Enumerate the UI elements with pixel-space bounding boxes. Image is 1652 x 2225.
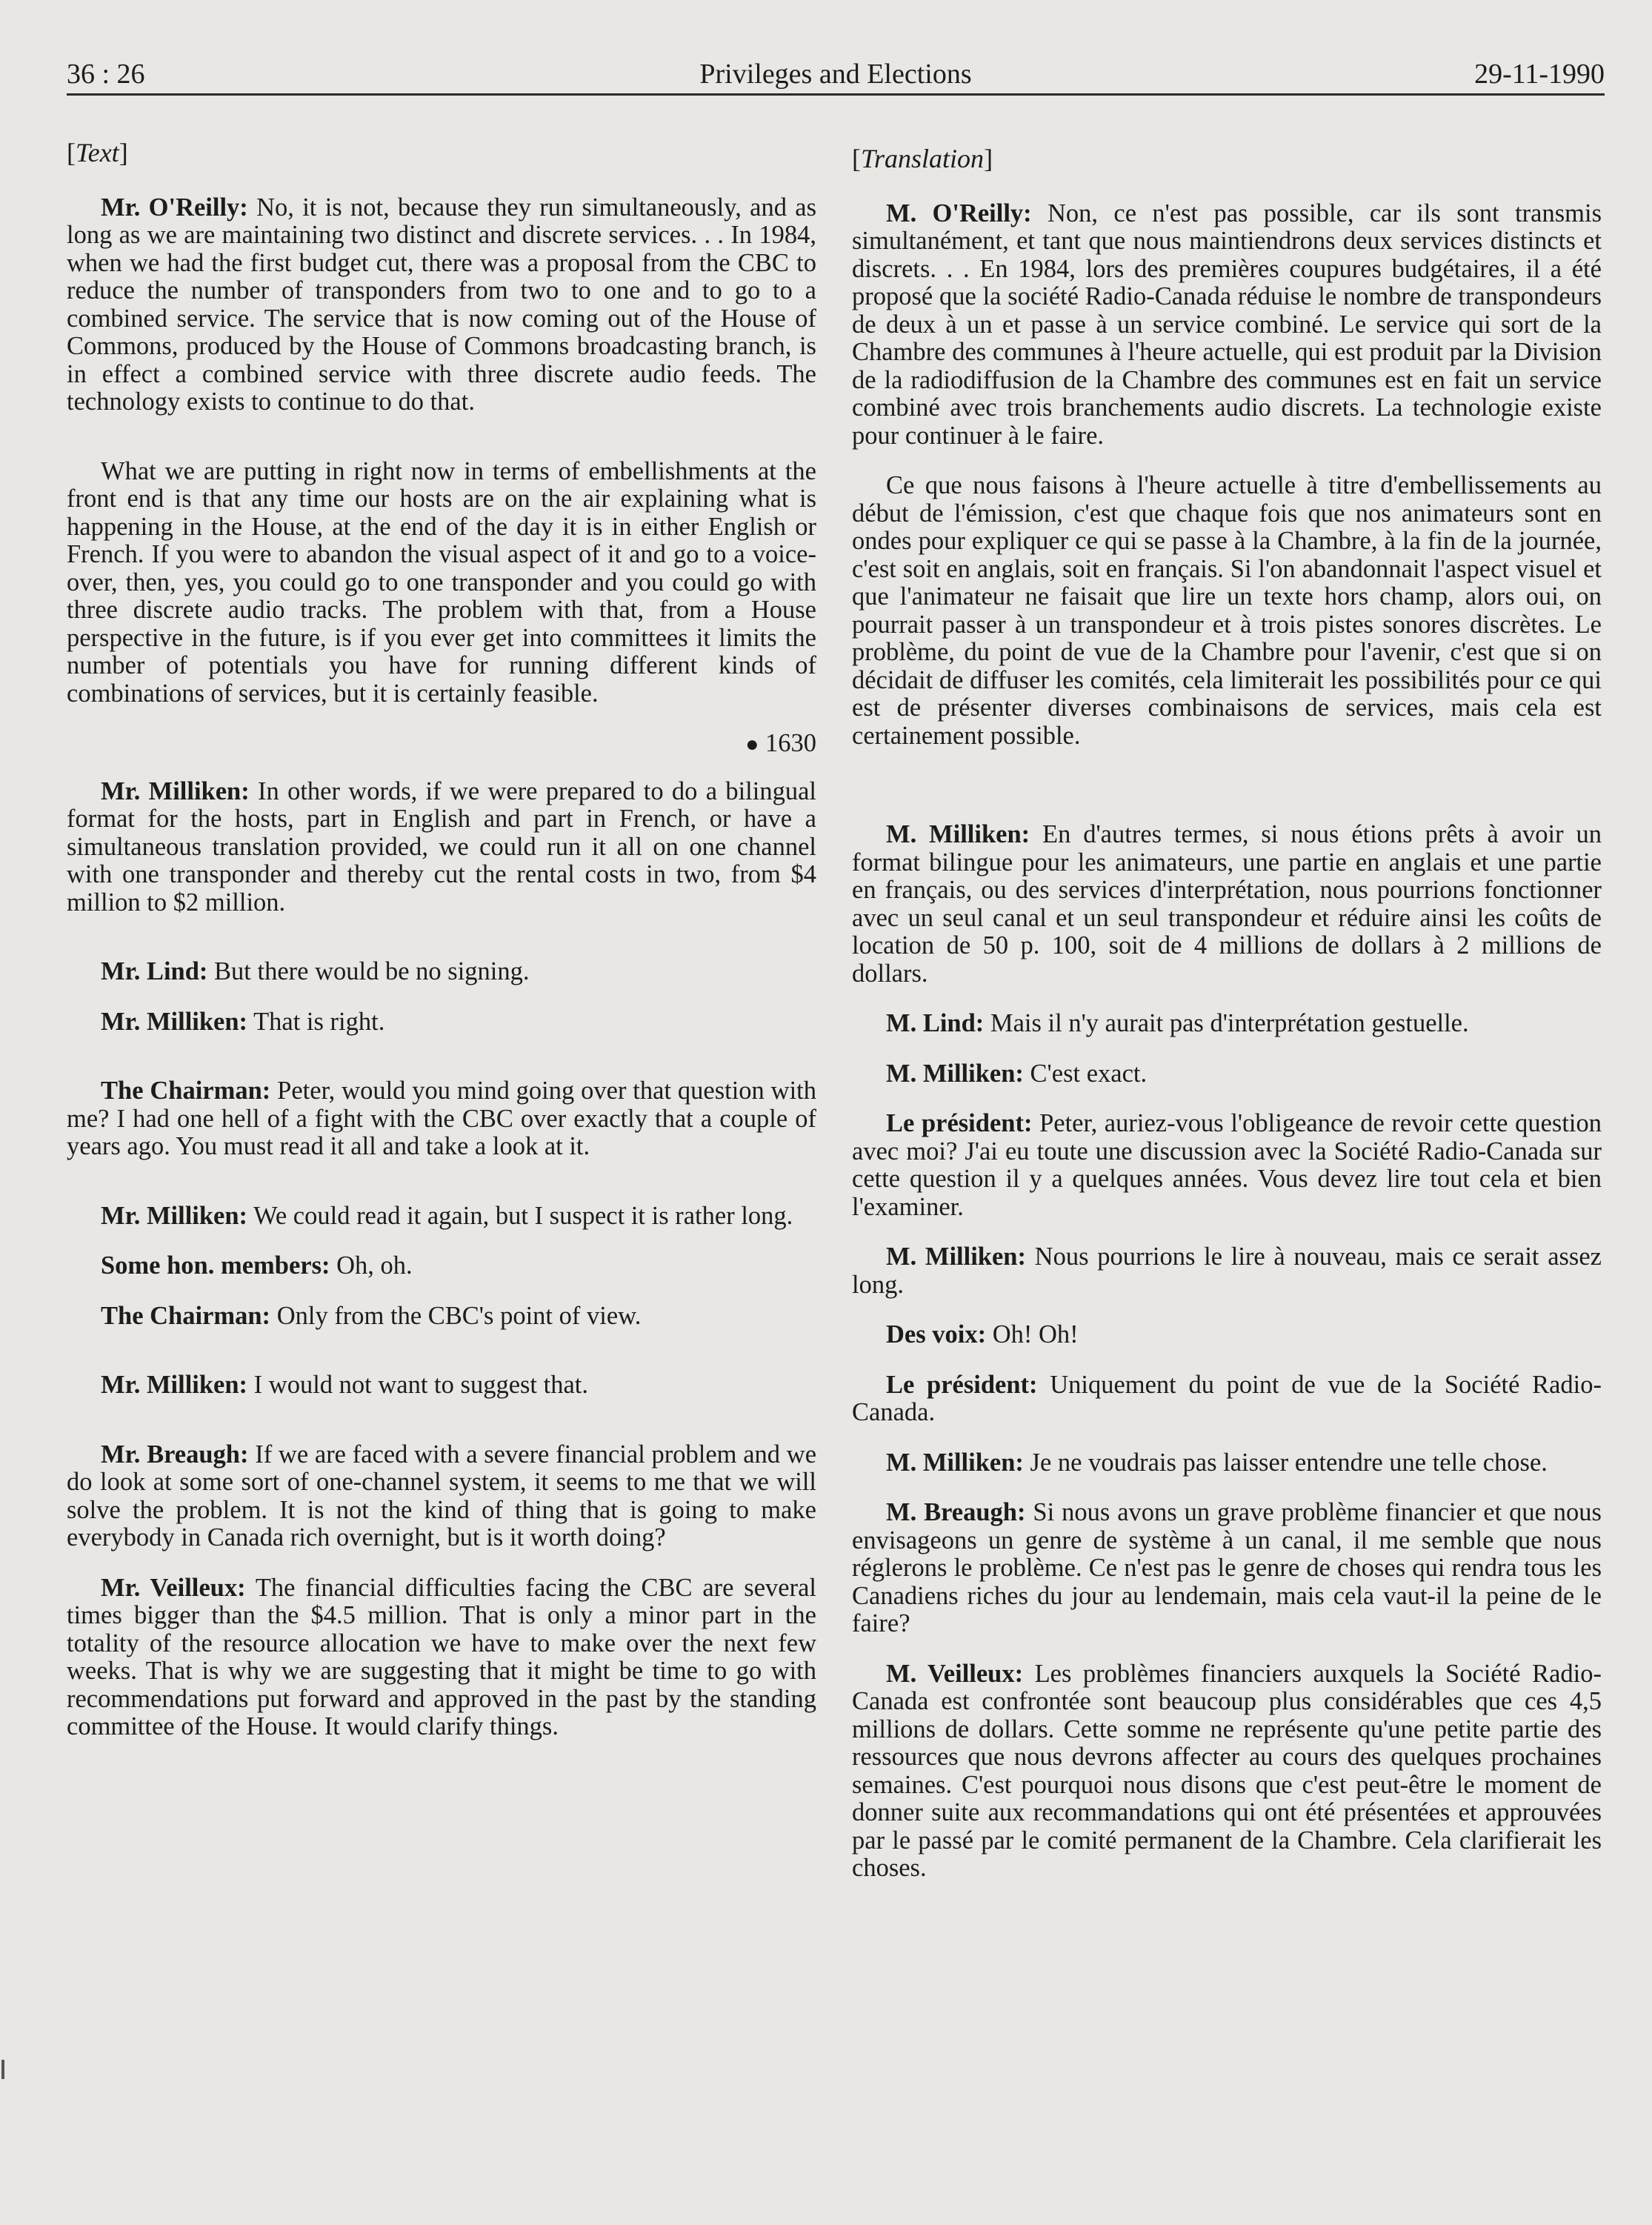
page-number: 36 : 26 (67, 59, 145, 90)
speech-paragraph (67, 958, 816, 986)
publication-title: Privileges and Elections (699, 59, 972, 90)
speech-text: Uniquement du point de vue de la Société Radio-Canada. (852, 1370, 1602, 1426)
speaker-name: Mr. O'Reilly: (101, 193, 248, 222)
speech-paragraph (67, 1574, 816, 1741)
speech-paragraph (852, 1243, 1602, 1299)
speech-paragraph (852, 1321, 1602, 1349)
speaker-name: Des voix: (886, 1320, 987, 1348)
speaker-name: M. Milliken: (886, 1059, 1024, 1088)
speaker-name: Mr. Breaugh: (101, 1440, 249, 1469)
speech-text: C'est exact. (1030, 1059, 1148, 1088)
speaker-name: M. Breaugh: (886, 1498, 1026, 1526)
speech-paragraph (67, 1252, 816, 1280)
header-rule (67, 93, 1605, 96)
speech-text: But there would be no signing. (214, 957, 530, 985)
speech-text: Nous pourrions le lire à nouveau, mais ce serait assez long. (852, 1243, 1602, 1299)
speech-text: Je ne voudrais pas laisser entendre une telle chose. (1030, 1448, 1548, 1477)
speaker-name: M. Lind: (886, 1009, 985, 1037)
speech-paragraph (852, 1060, 1602, 1088)
time-code: ● 1630 (745, 729, 816, 757)
speech-text: No, it is not, because they run simultaneously, and as long as we are maintaining two distinct and discrete services. . . In 1984, when we had the first budget cut, there was a proposal from the CBC to reduce the number of transponders from two to one and to go to a combined service. The service that is now coming out of the House of Commons, produced by the House of Commons broadcasting branch, is in effect a combined service with three discrete audio feeds. The technology exists to continue to do that. (67, 193, 816, 416)
speech-paragraph (852, 1010, 1602, 1038)
speech-text: En d'autres termes, si nous étions prêts à avoir un format bilingue pour les animateurs, une partie en anglais et une partie en français, ou des services d'interprétation, nous pourrions fonctionner avec un seul canal et un seul transpondeur et réduire ainsi les coûts de location de 50 p. 100, soit de 4 millions de dollars à 2 millions de dollars. (852, 820, 1602, 988)
speech-text: Peter, would you mind going over that question with me? I had one hell of a fight with the CBC over exactly that a couple of years ago. You must read it all and take a look at it. (67, 1077, 816, 1160)
speech-text: If we are faced with a severe financial problem and we do look at some sort of one-channel system, it seems to me that we will solve the problem. It is not the kind of thing that is going to make everybody in Canada rich overnight, but is it worth doing? (67, 1440, 817, 1551)
publication-date: 29-11-1990 (1474, 59, 1605, 90)
speech-text: Oh! Oh! (992, 1320, 1079, 1348)
page-header (67, 55, 1605, 93)
speech-paragraph (67, 1077, 816, 1161)
speech-paragraph (67, 1371, 816, 1400)
speech-paragraph (852, 1499, 1602, 1638)
speaker-name: Mr. Milliken: (101, 1007, 248, 1036)
scan-edge-mark (1, 2060, 4, 2079)
speech-text: Oh, oh. (336, 1251, 413, 1280)
speaker-name: Mr. Milliken: (101, 1201, 248, 1230)
speech-text: Peter, auriez-vous l'obligeance de revoir cette question avec moi? J'ai eu toute une discussion avec la Société Radio-Canada sur cette question il y a quelques années. Vous devez lire tout cela et bien l'examiner. (852, 1109, 1602, 1221)
speech-paragraph (67, 458, 816, 708)
speaker-name: The Chairman: (101, 1077, 271, 1105)
speaker-name: M. Veilleux: (886, 1659, 1024, 1688)
column-language-label: [Translation] (852, 144, 993, 173)
speech-text: I would not want to suggest that. (253, 1371, 589, 1399)
english-column (67, 139, 816, 1741)
speech-paragraph (67, 1008, 816, 1037)
column-language-label: [Text] (67, 138, 128, 167)
speaker-name: Le président: (886, 1370, 1038, 1399)
speaker-name: Some hon. members: (101, 1251, 330, 1280)
speech-paragraph (67, 194, 816, 416)
speech-paragraph (852, 1371, 1602, 1427)
speaker-name: Mr. Milliken: (101, 1371, 248, 1399)
speech-paragraph (852, 472, 1602, 750)
speech-text: Ce que nous faisons à l'heure actuelle à titre d'embellissements au début de l'émission, c'est que chaque fois que nos animateurs sont en ondes pour expliquer ce qui se passe à la Chambre, à la fin de la journée, c'est soit en anglais, soit en français. Si l'on abandonnait l'aspect visuel et que l'animateur ne faisait que lire un texte hors champ, alors oui, on pourrait passer à un transpondeur et à trois pistes sonores discrètes. Le problème, du point de vue de la Chambre pour l'avenir, c'est que si on décidait de diffuser les comités, cela limiterait les possibilités pour ce qui est de présenter diverses combinaisons de services, mais cela est certainement possible. (852, 471, 1602, 750)
speech-paragraph (852, 1110, 1602, 1221)
speech-paragraph (67, 778, 816, 917)
speaker-name: M. Milliken: (886, 1243, 1026, 1271)
speaker-name: M. Milliken: (886, 1448, 1024, 1477)
french-column (852, 145, 1602, 1883)
speech-text: Si nous avons un grave problème financier et que nous envisageons un genre de système à un canal, il me semble que nous réglerons le problème. Ce n'est pas le genre de choses qui rendra tous les Canadiens riches du jour au lendemain, mais cela vaut-il la peine de le faire? (852, 1498, 1602, 1637)
speech-text: The financial difficulties facing the CBC are several times bigger than the $4.5 million. That is only a minor part in the totality of the resource allocation we have to make over the next few weeks. That is why we are suggesting that it might be time to go with recommendations put forward and approved in the past by the standing committee of the House. It would clarify things. (67, 1573, 816, 1740)
speech-text: In other words, if we were prepared to do a bilingual format for the hosts, part in English and part in French, or have a simultaneous translation provided, we could run it all on one channel with one transponder and thereby cut the rental costs in two, from $4 million to $2 million. (67, 776, 816, 917)
speech-paragraph (67, 1441, 816, 1552)
speech-text: We could read it again, but I suspect it is rather long. (253, 1201, 793, 1230)
speaker-name: Mr. Lind: (101, 957, 208, 985)
speech-text: Les problèmes financiers auxquels la Société Radio-Canada est confrontée sont beaucoup plus considérables que ces 4,5 millions de dollars. Cette somme ne représente qu'une petite partie des ressources que nous devrons affecter au cours des quelques prochaines semaines. C'est pourquoi nous disons que c'est peut-être le moment de donner suite aux recommandations qui ont été présentées et approuvées par le passé par le comité permanent de la Chambre. Cela clarifierait les choses. (852, 1659, 1602, 1882)
speech-text: What we are putting in right now in terms of embellishments at the front end is that any time our hosts are on the air explaining what is happening in the House, at the end of the day it is in either English or French. If you were to abandon the visual aspect of it and go to a voice-over, then, yes, you could go to one transponder and you could go with three discrete audio tracks. The problem with that, from a House perspective in the future, is if you ever get into committees it limits the number of potentials you have for running different kinds of combinations of services, but it is certainly feasible. (67, 456, 816, 708)
speech-paragraph (852, 1660, 1602, 1883)
speaker-name: The Chairman: (101, 1301, 271, 1330)
speech-text: That is right. (253, 1007, 385, 1036)
speaker-name: Le président: (886, 1109, 1033, 1137)
speech-text: Only from the CBC's point of view. (276, 1301, 642, 1330)
speech-paragraph (852, 821, 1602, 988)
speaker-name: M. Milliken: (886, 820, 1030, 848)
speech-text: Mais il n'y aurait pas d'interprétation gestuelle. (990, 1009, 1469, 1037)
speech-text: Non, ce n'est pas possible, car ils sont transmis simultanément, et tant que nous maintiendrons deux services distincts et discrets. . . En 1984, lors des premières coupures budgétaires, il a été proposé que la société Radio-Canada réduise le nombre de transpondeurs de deux à un et passe à un service combiné. Le service qui sort de la Chambre des communes à l'heure actuelle, qui est produit par la Division de la radiodiffusion de la Chambre des communes est en fait un service combiné avec trois branchements audio discrets. La technologie existe pour continuer à le faire. (852, 199, 1602, 450)
speech-paragraph (67, 1203, 816, 1231)
speech-paragraph (852, 200, 1602, 450)
speaker-name: M. O'Reilly: (886, 199, 1032, 227)
speaker-name: Mr. Milliken: (101, 776, 250, 805)
speech-paragraph (67, 1303, 816, 1331)
speaker-name: Mr. Veilleux: (101, 1573, 246, 1602)
speech-paragraph (852, 1449, 1602, 1477)
